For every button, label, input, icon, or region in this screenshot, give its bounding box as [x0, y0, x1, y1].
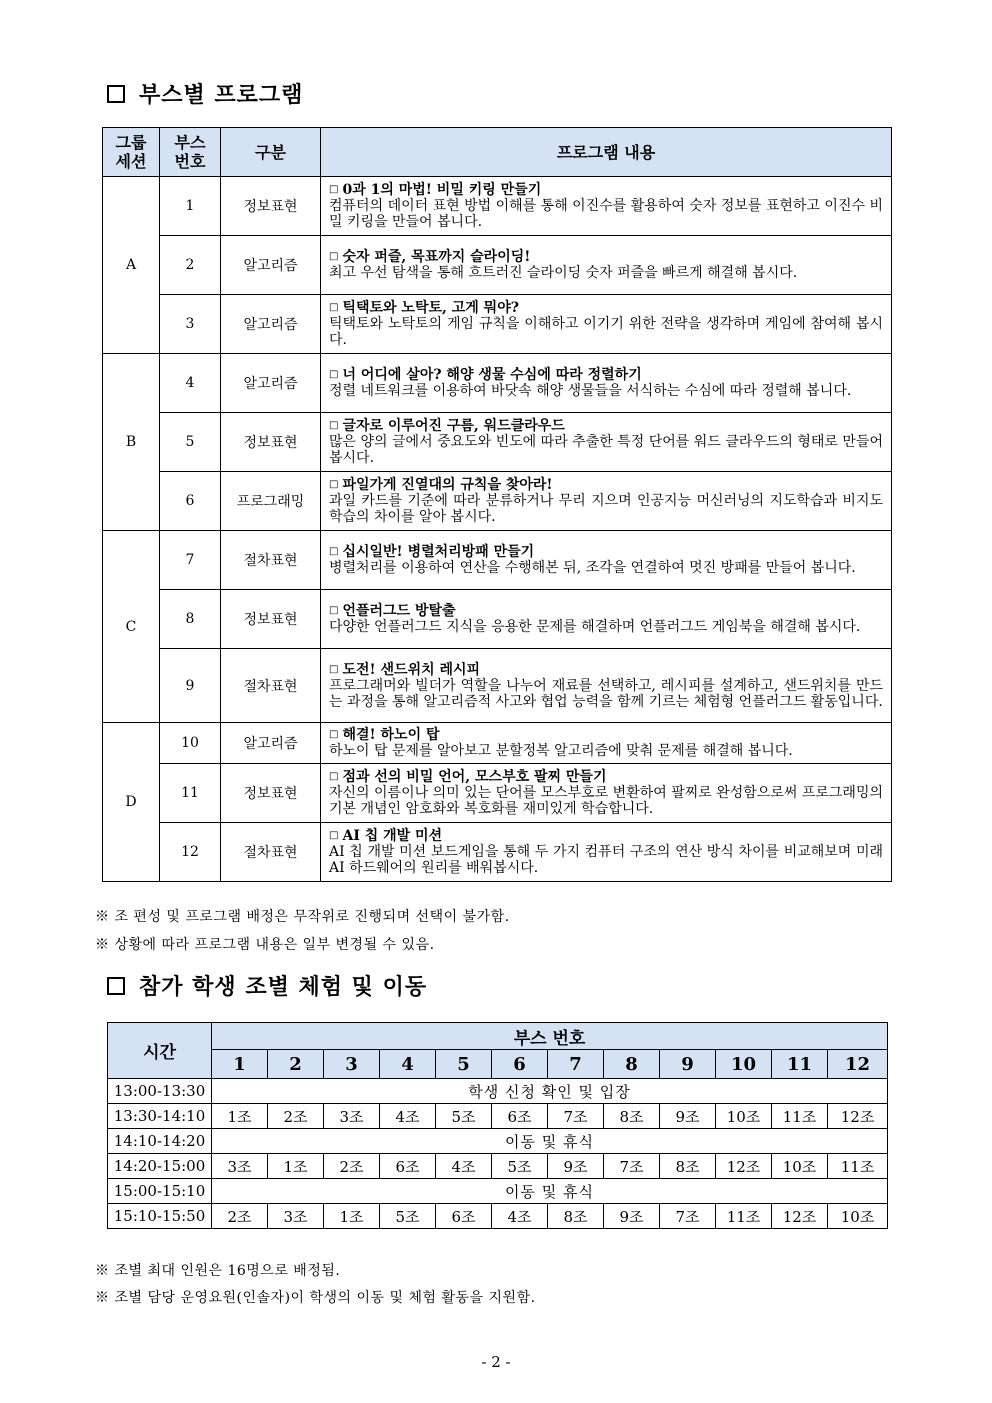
group-assignment-cell: 8조 [604, 1104, 660, 1129]
booth-program-table [102, 127, 892, 882]
program-title-text: 점과 선의 비밀 언어, 모스부호 팔찌 만들기 [342, 769, 607, 785]
time-cell: 13:30-14:10 [108, 1104, 212, 1129]
note-2: ※ 상황에 따라 프로그램 내용은 일부 변경될 수 있음. [95, 937, 435, 953]
time-cell: 14:10-14:20 [108, 1129, 212, 1154]
group-cell: A [103, 177, 160, 354]
square-bullet-icon: □ [329, 605, 339, 616]
group-assignment-cell: 7조 [660, 1204, 716, 1229]
booth-number-cell: 2 [160, 236, 221, 295]
table-row [103, 354, 892, 413]
group-assignment-cell: 10조 [772, 1154, 828, 1179]
square-bullet-icon: □ [329, 729, 339, 740]
group-assignment-cell: 11조 [716, 1204, 772, 1229]
note-3: ※ 조별 최대 인원은 16명으로 배정됨. [95, 1263, 341, 1279]
program-description: 프로그래머와 빌더가 역할을 나누어 재료를 선택하고, 레시피를 설계하고, 샌드위치를 만드는 과정을 통해 알고리즘적 사고와 협업 능력을 함께 기르는 체험형 언플러그드 활동입니다. [329, 677, 883, 710]
header-content: 프로그램 내용 [321, 128, 892, 177]
merged-activity-cell: 이동 및 휴식 [212, 1129, 888, 1154]
program-content-cell [321, 472, 892, 531]
group-cell: D [103, 723, 160, 882]
program-title-text: 너 어디에 살아? 해양 생물 수심에 따라 정렬하기 [342, 367, 642, 383]
schedule-row [108, 1179, 888, 1204]
program-title [329, 477, 883, 493]
table-row [103, 177, 892, 236]
booth-number: 9 [660, 1050, 716, 1079]
group-assignment-cell: 5조 [380, 1204, 436, 1229]
program-description: 하노이 탑 문제를 알아보고 분할정복 알고리즘에 맞춰 문제를 해결해 봅니다. [329, 743, 793, 759]
square-bullet-icon: □ [329, 479, 339, 490]
program-title [329, 182, 883, 198]
category-cell: 절차표현 [221, 823, 321, 882]
program-title [329, 300, 883, 316]
header-category: 구분 [221, 128, 321, 177]
group-assignment-cell: 3조 [324, 1104, 380, 1129]
program-title [329, 603, 883, 619]
booth-number-cell: 6 [160, 472, 221, 531]
group-assignment-cell: 2조 [212, 1204, 268, 1229]
program-content-cell [321, 236, 892, 295]
group-assignment-cell: 11조 [828, 1154, 888, 1179]
program-description: 최고 우선 탐색을 통해 흐트러진 슬라이딩 숫자 퍼즐을 빠르게 해결해 봅시다. [329, 265, 798, 281]
program-description: 다양한 언플러그드 지식을 응용한 문제를 해결하며 언플러그드 게임북을 해결해 봅시다. [329, 619, 861, 635]
schedule-row [108, 1079, 888, 1104]
booth-number: 8 [604, 1050, 660, 1079]
booth-number: 3 [324, 1050, 380, 1079]
table-row [103, 295, 892, 354]
table-row [103, 531, 892, 590]
program-title [329, 727, 883, 743]
category-cell: 알고리즘 [221, 236, 321, 295]
square-bullet-icon: □ [329, 663, 339, 675]
time-cell: 15:10-15:50 [108, 1204, 212, 1229]
group-assignment-cell: 4조 [492, 1204, 548, 1229]
program-title-text: 언플러그드 방탈출 [342, 603, 456, 619]
program-content-cell [321, 723, 892, 764]
category-cell: 정보표현 [221, 590, 321, 649]
table-row [103, 649, 892, 723]
table-row [103, 764, 892, 823]
section-title-text: 참가 학생 조별 체험 및 이동 [139, 974, 428, 1000]
group-assignment-cell: 10조 [828, 1204, 888, 1229]
booth-number: 11 [772, 1050, 828, 1079]
booth-number: 7 [548, 1050, 604, 1079]
table-row [103, 823, 892, 882]
group-assignment-cell: 11조 [772, 1104, 828, 1129]
merged-activity-cell: 학생 신청 확인 및 입장 [212, 1079, 888, 1104]
checkbox-square-icon [107, 977, 125, 995]
table-row [103, 236, 892, 295]
square-bullet-icon: □ [329, 771, 339, 782]
square-bullet-icon: □ [329, 184, 339, 195]
category-cell: 정보표현 [221, 177, 321, 236]
booth-number-cell: 7 [160, 531, 221, 590]
booth-number-cell: 9 [160, 649, 221, 723]
square-bullet-icon: □ [329, 830, 339, 841]
checkbox-square-icon [107, 85, 125, 103]
booth-number: 6 [492, 1050, 548, 1079]
program-title-text: 도전! 샌드위치 레시피 [342, 661, 481, 678]
group-assignment-cell: 5조 [436, 1104, 492, 1129]
category-cell: 알고리즘 [221, 295, 321, 354]
booth-number-cell: 10 [160, 723, 221, 764]
square-bullet-icon: □ [329, 420, 339, 431]
booth-number: 10 [716, 1050, 772, 1079]
schedule-row [108, 1204, 888, 1229]
booth-number: 5 [436, 1050, 492, 1079]
program-title [329, 828, 883, 844]
group-assignment-cell: 1조 [324, 1204, 380, 1229]
program-description: 틱택토와 노탁토의 게임 규칙을 이해하고 이기기 위한 전략을 생각하며 게임에 참여해 봅시다. [329, 316, 883, 348]
program-description: AI 칩 개발 미션 보드게임을 통해 두 가지 컴퓨터 구조의 연산 방식 차이를 비교해보며 미래 AI 하드웨어의 원리를 배워봅시다. [329, 844, 883, 876]
program-description: 많은 양의 글에서 중요도와 빈도에 따라 추출한 특정 단어를 워드 클라우드의 형태로 만들어봅시다. [329, 434, 883, 466]
time-header: 시간 [108, 1023, 212, 1079]
group-assignment-cell: 4조 [380, 1104, 436, 1129]
program-content-cell [321, 295, 892, 354]
group-assignment-cell: 4조 [436, 1154, 492, 1179]
booth-number-cell: 12 [160, 823, 221, 882]
program-title [329, 769, 883, 785]
group-assignment-cell: 12조 [716, 1154, 772, 1179]
category-cell: 알고리즘 [221, 723, 321, 764]
program-description: 병렬처리를 이용하여 연산을 수행해본 뒤, 조각을 연결하여 멋진 방패를 만들어 봅니다. [329, 560, 856, 576]
merged-activity-cell: 이동 및 휴식 [212, 1179, 888, 1204]
booth-number-cell: 3 [160, 295, 221, 354]
table-row [103, 723, 892, 764]
booth-number-cell: 5 [160, 413, 221, 472]
group-cell: C [103, 531, 160, 723]
program-title [329, 367, 883, 383]
category-cell: 프로그래밍 [221, 472, 321, 531]
table-header-row [103, 128, 892, 177]
section-title-text: 부스별 프로그램 [139, 82, 304, 108]
group-assignment-cell: 9조 [660, 1104, 716, 1129]
category-cell: 절차표현 [221, 531, 321, 590]
group-assignment-cell: 8조 [548, 1204, 604, 1229]
note-4: ※ 조별 담당 운영요원(인솔자)이 학생의 이동 및 체험 활동을 지원함. [95, 1290, 536, 1306]
schedule-table [107, 1022, 888, 1229]
group-assignment-cell: 1조 [268, 1154, 324, 1179]
program-content-cell [321, 649, 892, 723]
program-title-text: AI 칩 개발 미션 [342, 828, 443, 844]
group-assignment-cell: 12조 [828, 1104, 888, 1129]
table-row [103, 590, 892, 649]
group-assignment-cell: 8조 [660, 1154, 716, 1179]
program-content-cell [321, 413, 892, 472]
program-title-text: 0과 1의 마법! 비밀 키링 만들기 [342, 182, 542, 198]
table-row [103, 413, 892, 472]
program-title-text: 파일가게 진열대의 규칙을 찾아라! [342, 477, 553, 493]
time-cell: 15:00-15:10 [108, 1179, 212, 1204]
group-assignment-cell: 1조 [212, 1104, 268, 1129]
program-content-cell [321, 177, 892, 236]
group-assignment-cell: 2조 [268, 1104, 324, 1129]
group-assignment-cell: 6조 [436, 1204, 492, 1229]
program-description: 정렬 네트워크를 이용하여 바닷속 해양 생물들을 서식하는 수심에 따라 정렬해 봅니다. [329, 383, 852, 399]
note-1: ※ 조 편성 및 프로그램 배정은 무작위로 진행되며 선택이 불가함. [95, 909, 510, 925]
program-title [329, 418, 883, 434]
schedule-row [108, 1104, 888, 1129]
program-content-cell [321, 764, 892, 823]
square-bullet-icon: □ [329, 369, 339, 380]
group-assignment-cell: 3조 [268, 1204, 324, 1229]
booth-number: 4 [380, 1050, 436, 1079]
booth-number-cell: 8 [160, 590, 221, 649]
program-title-text: 십시일반! 병렬처리방패 만들기 [342, 544, 535, 560]
group-assignment-cell: 6조 [492, 1104, 548, 1129]
square-bullet-icon: □ [329, 546, 339, 557]
section-title-schedule [107, 970, 427, 1001]
group-assignment-cell: 9조 [548, 1154, 604, 1179]
group-assignment-cell: 12조 [772, 1204, 828, 1229]
group-assignment-cell: 7조 [548, 1104, 604, 1129]
program-title-text: 숫자 퍼즐, 목표까지 슬라이딩! [342, 249, 531, 265]
program-description: 과일 카드를 기준에 따라 분류하거나 무리 지으며 인공지능 머신러닝의 지도학습과 비지도학습의 차이를 알아 봅시다. [329, 493, 883, 525]
category-cell: 정보표현 [221, 764, 321, 823]
program-content-cell [321, 590, 892, 649]
program-description: 자신의 이름이나 의미 있는 단어를 모스부호로 변환하여 팔찌로 완성함으로써 프로그래밍의 기본 개념인 암호화와 복호화를 재미있게 학습합니다. [329, 785, 883, 817]
booth-number-header: 부스 번호 [212, 1023, 888, 1050]
booth-number-cell: 4 [160, 354, 221, 413]
booth-number: 12 [828, 1050, 888, 1079]
square-bullet-icon: □ [329, 302, 339, 313]
program-title [329, 249, 883, 265]
category-cell: 정보표현 [221, 413, 321, 472]
header-booth: 부스 번호 [160, 128, 221, 177]
program-title [329, 544, 883, 560]
schedule-row [108, 1129, 888, 1154]
program-content-cell [321, 531, 892, 590]
page-number: - 2 - [481, 1353, 511, 1371]
header-group: 그룹 세션 [103, 128, 160, 177]
booth-number: 1 [212, 1050, 268, 1079]
time-cell: 14:20-15:00 [108, 1154, 212, 1179]
group-assignment-cell: 9조 [604, 1204, 660, 1229]
square-bullet-icon: □ [329, 251, 339, 262]
schedule-row [108, 1154, 888, 1179]
program-title-text: 글자로 이루어진 구름, 워드클라우드 [342, 418, 565, 434]
group-assignment-cell: 2조 [324, 1154, 380, 1179]
group-assignment-cell: 7조 [604, 1154, 660, 1179]
booth-number-cell: 11 [160, 764, 221, 823]
group-assignment-cell: 6조 [380, 1154, 436, 1179]
group-cell: B [103, 354, 160, 531]
group-assignment-cell: 10조 [716, 1104, 772, 1129]
program-title [329, 662, 883, 678]
time-cell: 13:00-13:30 [108, 1079, 212, 1104]
booth-number-cell: 1 [160, 177, 221, 236]
program-content-cell [321, 354, 892, 413]
program-title-text: 틱택토와 노탁토, 고게 뭐야? [342, 300, 519, 316]
category-cell: 알고리즘 [221, 354, 321, 413]
section-title-booth-programs [107, 78, 303, 109]
program-title-text: 해결! 하노이 탑 [342, 727, 440, 743]
group-assignment-cell: 5조 [492, 1154, 548, 1179]
table-row [103, 472, 892, 531]
program-description: 컴퓨터의 데이터 표현 방법 이해를 통해 이진수를 활용하여 숫자 정보를 표현하고 이진수 비밀 키링을 만들어 봅니다. [329, 198, 883, 230]
group-assignment-cell: 3조 [212, 1154, 268, 1179]
booth-number: 2 [268, 1050, 324, 1079]
category-cell: 절차표현 [221, 649, 321, 723]
program-content-cell [321, 823, 892, 882]
